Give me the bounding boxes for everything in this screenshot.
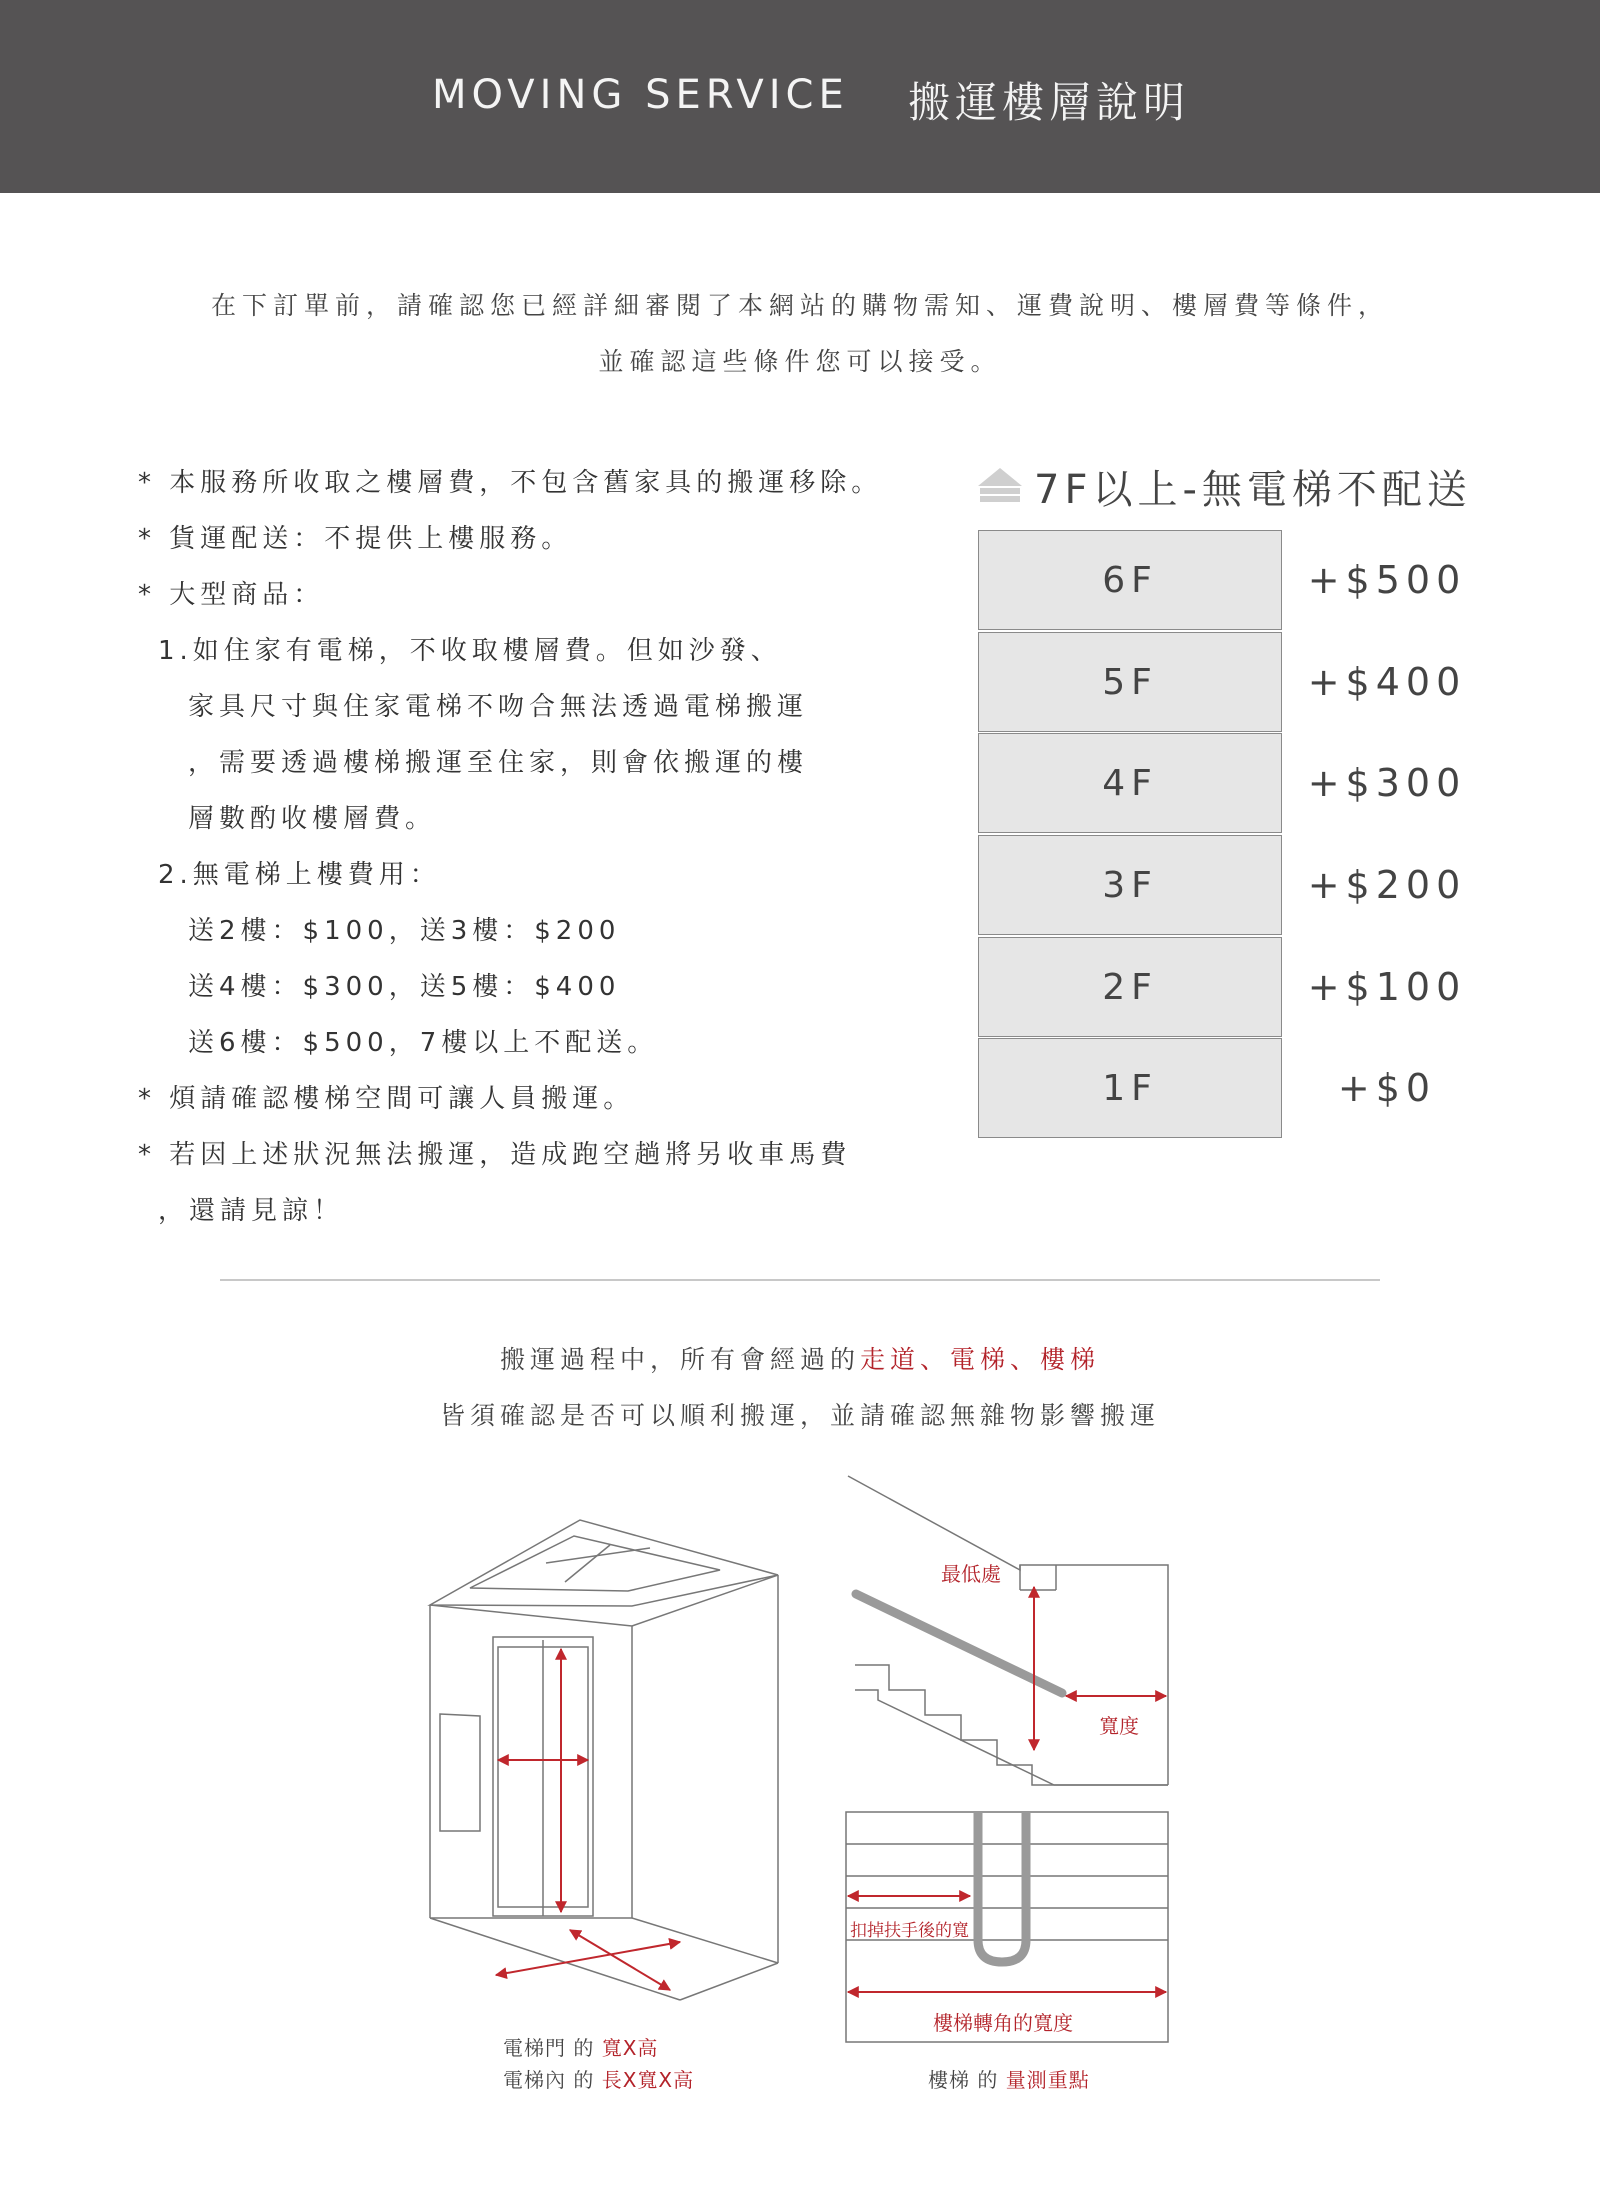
floor-price: +$300 — [1307, 761, 1467, 805]
label-lowest-point: 最低處 — [941, 1562, 1001, 1586]
elevator-caption-inside-prefix: 電梯內 的 — [503, 2068, 602, 2092]
stairs-diagram — [846, 1476, 1168, 2042]
elevator-caption-door-highlight: 寬X高 — [601, 2036, 659, 2060]
note-item-2-line4: 送6樓：$500，7樓以上不配送。 — [188, 1028, 659, 1058]
note-item-2: 2.無電梯上樓費用： — [158, 860, 441, 890]
note-item-1-line2: 家具尺寸與住家電梯不吻合無法透過電梯搬運 — [188, 692, 809, 722]
passage-notice-highlight: 走道、電梯、樓梯 — [860, 1345, 1101, 1374]
elevator-caption-inside-highlight: 長X寬X高 — [601, 2068, 695, 2092]
elevator-caption-door — [503, 2032, 658, 2061]
note-item-1-line3: ，需要透過樓梯搬運至住家，則會依搬運的樓 — [188, 748, 809, 778]
floor-cell: 2F — [978, 937, 1282, 1037]
passage-notice-line-2: 皆須確認是否可以順利搬運，並請確認無雜物影響搬運 — [439, 1401, 1160, 1430]
floor-cell: 4F — [978, 733, 1282, 833]
note-large-items: * 大型商品： — [138, 580, 325, 610]
label-stair-width: 寬度 — [1099, 1714, 1139, 1738]
stairs-caption — [928, 2064, 1090, 2093]
note-empty-trip: * 若因上述狀況無法搬運，造成跑空趟將另收車馬費 — [138, 1140, 852, 1170]
note-item-1-line4: 層數酌收樓層費。 — [188, 804, 437, 834]
stairs-caption-highlight: 量測重點 — [1005, 2068, 1090, 2092]
note-item-1: 1.如住家有電梯，不收取樓層費。但如沙發、 — [158, 636, 782, 666]
floor-cell: 5F — [978, 632, 1282, 732]
floor-price: +$500 — [1307, 558, 1467, 602]
floor-cell: 6F — [978, 530, 1282, 630]
floor-price: +$100 — [1307, 965, 1467, 1009]
handrail — [856, 1594, 1062, 1693]
header-title-zh: 搬運樓層說明 — [908, 78, 1191, 127]
header-title-en: MOVING SERVICE — [432, 72, 849, 118]
note-item-2-line3: 送4樓：$300，送5樓：$400 — [188, 972, 621, 1002]
note-item-2-line2: 送2樓：$100，送3樓：$200 — [188, 916, 621, 946]
stairs-caption-prefix: 樓梯 的 — [928, 2068, 1006, 2092]
label-turn-width: 樓梯轉角的寬度 — [933, 2011, 1073, 2035]
note-empty-trip-line2: ，還請見諒！ — [158, 1196, 345, 1226]
elevator-caption-inside — [503, 2064, 694, 2093]
floor-cell: 3F — [978, 835, 1282, 935]
elevator-diagram — [430, 1520, 778, 2000]
intro-line-2: 並確認這些條件您可以接受。 — [598, 347, 1002, 376]
floor-cell: 1F — [978, 1038, 1282, 1138]
floor-price: +$0 — [1337, 1066, 1437, 1110]
elevator-caption-door-prefix: 電梯門 的 — [503, 2036, 602, 2060]
floor-price: +$200 — [1307, 863, 1467, 907]
note-floor-fee: * 本服務所收取之樓層費，不包含舊家具的搬運移除。 — [138, 468, 883, 498]
note-freight: * 貨運配送：不提供上樓服務。 — [138, 524, 573, 554]
label-width-minus-rail: 扣掉扶手後的寬 — [850, 1921, 969, 1941]
intro-line-1: 在下訂單前，請確認您已經詳細審閱了本網站的購物需知、運費說明、樓層費等條件， — [210, 291, 1389, 320]
passage-notice-prefix: 搬運過程中，所有會經過的 — [499, 1345, 860, 1374]
floor-price: +$400 — [1307, 660, 1467, 704]
note-stair-space: * 煩請確認樓梯空間可讓人員搬運。 — [138, 1084, 635, 1114]
floor-table-title: 7F以上-無電梯不配送 — [1034, 467, 1472, 513]
